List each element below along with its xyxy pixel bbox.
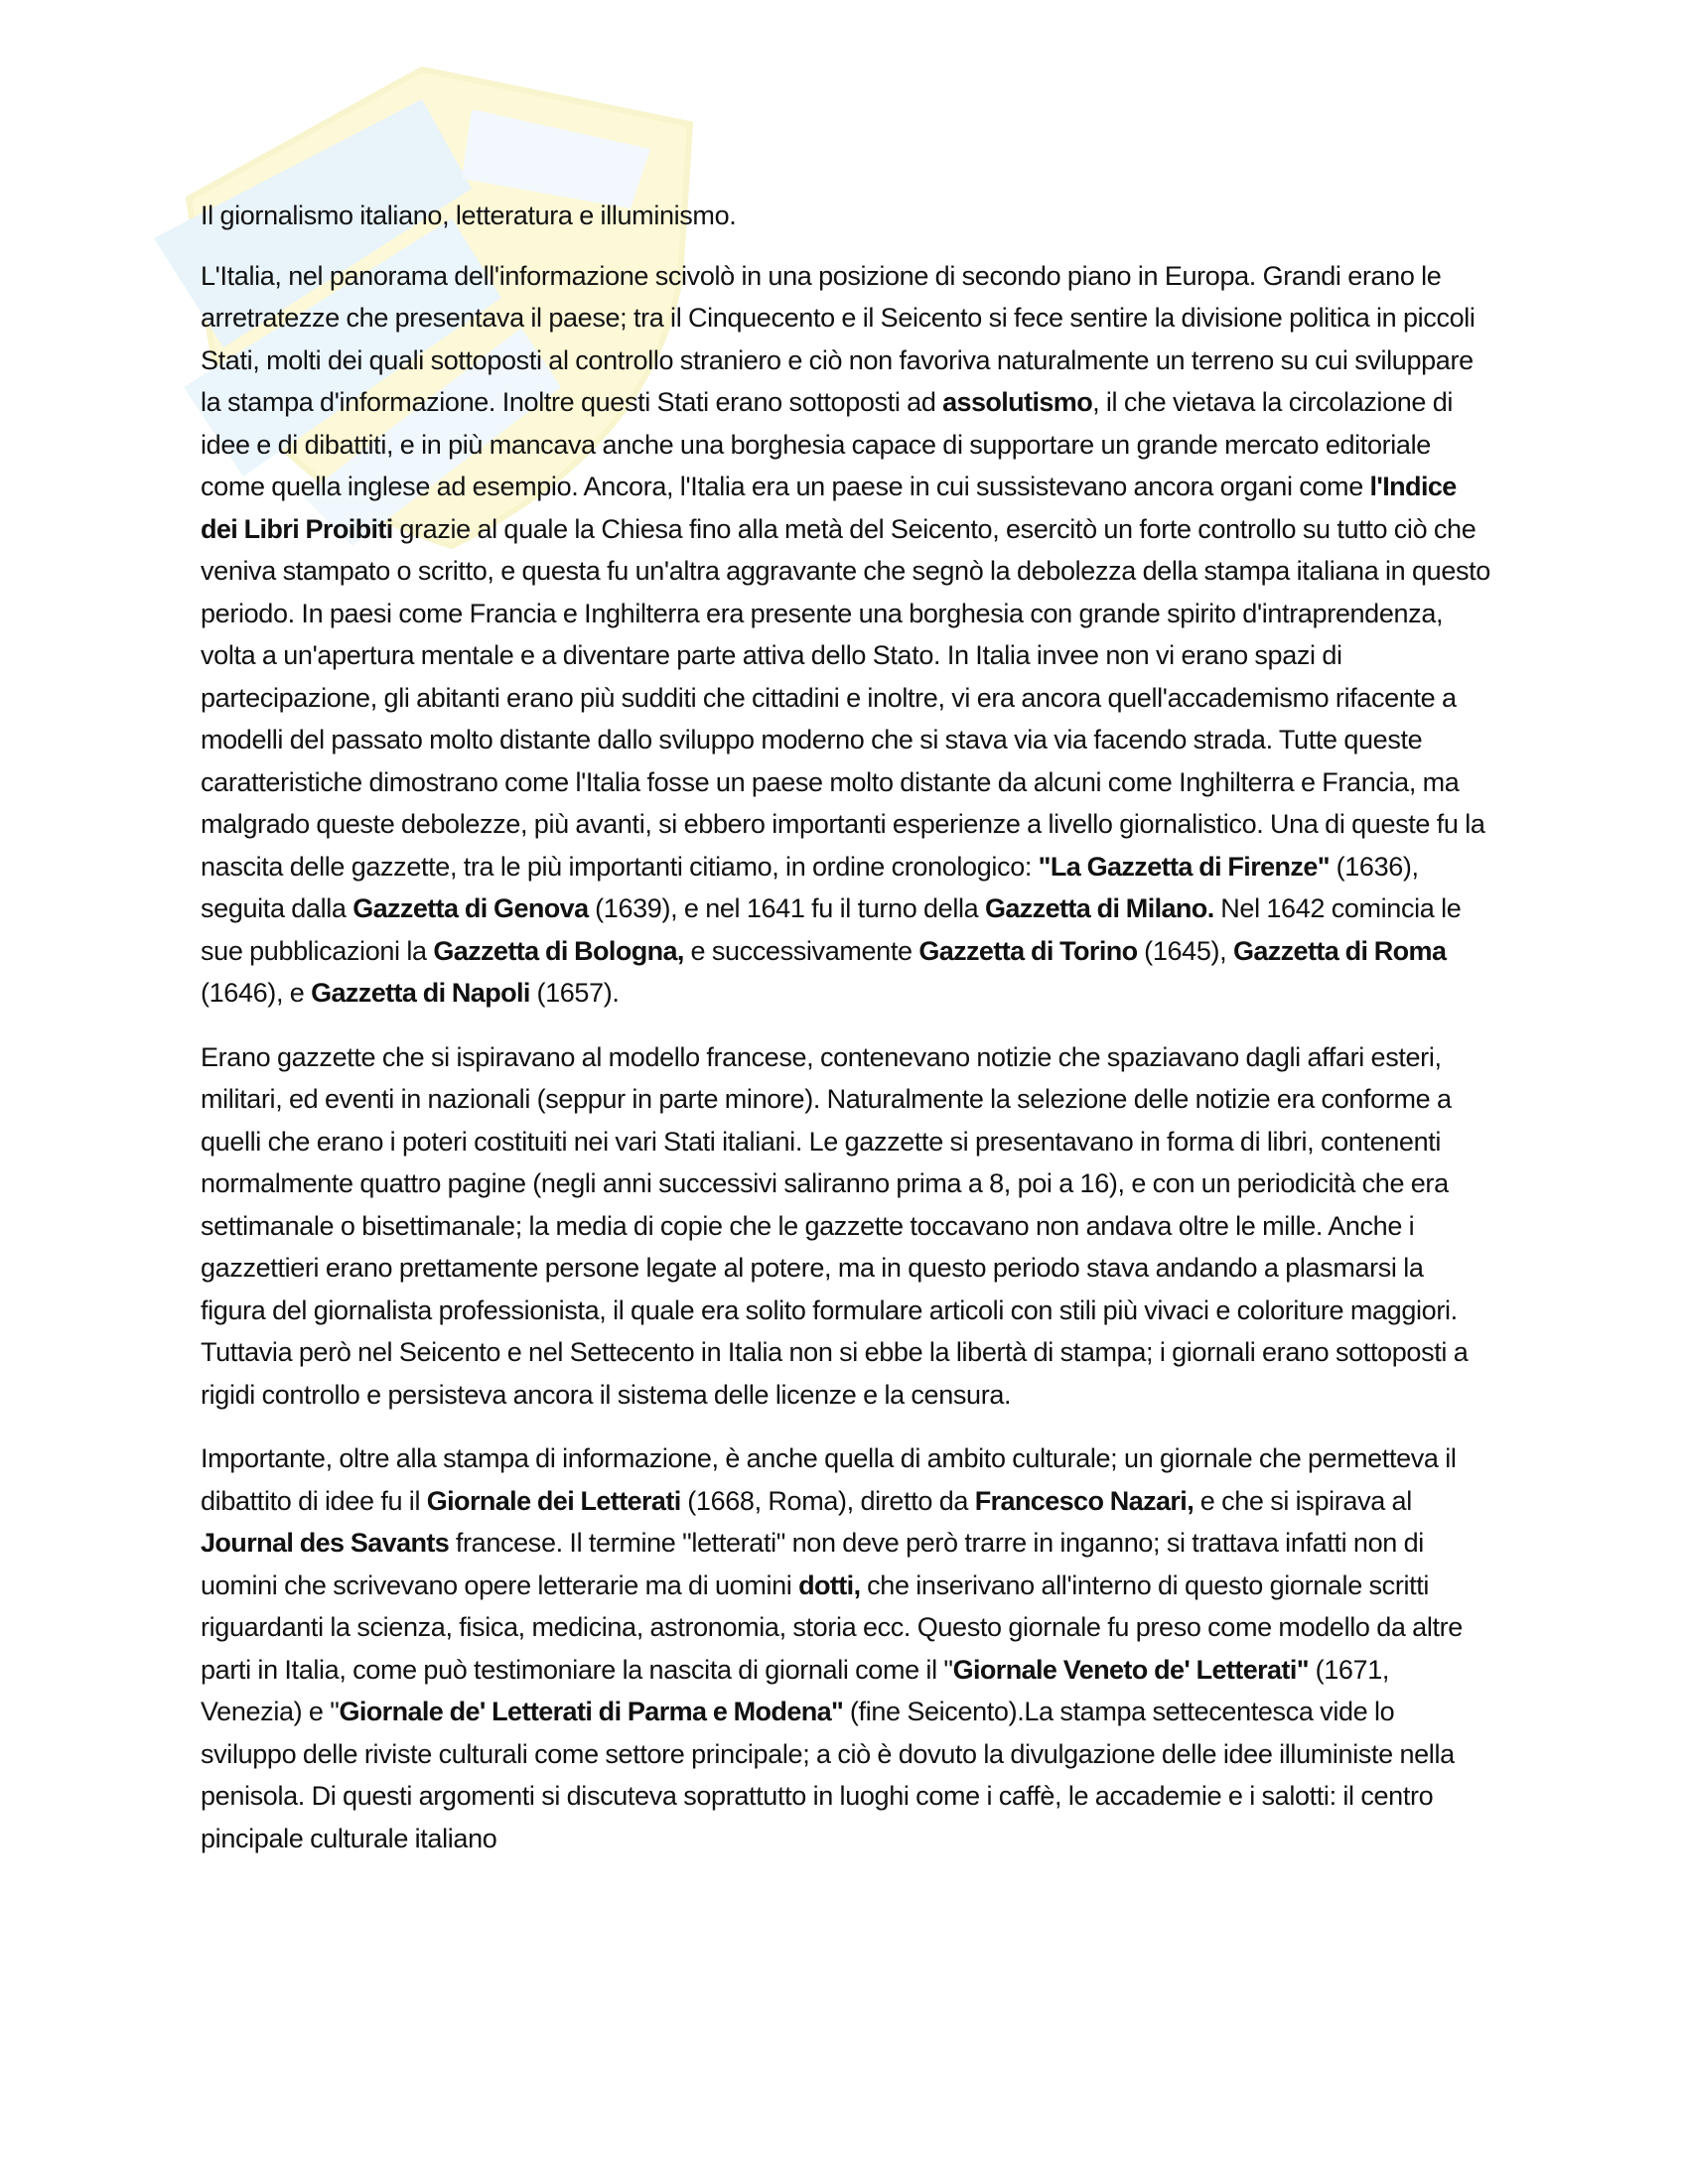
text-run: grazie al quale la Chiesa fino alla metà del Seicento, esercitò un forte controllo su tutto ciò che veniva stampato o scritto, e questa fu un'altra aggravante che segnò la debolezza della stampa italiana in questo periodo. In paesi come Francia e Inghilterra era presente una borghesia con grande spirito d'intraprendenza, volta a un'apertura mentale e a diventare parte attiva dello Stato. In Italia invee non vi erano spazi di partecipazione, gli abitanti erano più sudditi che cittadini e inoltre, vi era ancora quell'accademismo rifacente a modelli del passato molto distante dallo sviluppo moderno che si stava via via facendo strada. Tutte queste caratteristiche dimostrano come l'Italia fosse un paese molto distante da alcuni come Inghilterra e Francia, ma malgrado queste debolezze, più avanti, si ebbero importanti esperienze a livello giornalistico. Una di queste fu la nascita delle gazzette, tra le più importanti citiamo, in ordine cronologico:	[201, 513, 1490, 882]
text-run: , il che vietava la circolazione di idee e di dibattiti, e in più mancava anche una borghesia capace di supportare un grande mercato editoriale come quella inglese ad esempio. Ancora, l'Italia era un paese in cui sussistevano ancora organi come	[201, 387, 1454, 501]
text-run: (1671, Venezia) e "	[201, 1654, 1390, 1726]
text-run: e che si ispirava al	[1194, 1485, 1412, 1516]
text-run: (1646), e	[201, 978, 312, 1008]
bold-text: Gazzetta di Milano.	[984, 893, 1214, 923]
text-run: (1639), e nel 1641 fu il turno della	[588, 893, 985, 923]
text-run: e successivamente	[683, 935, 919, 966]
bold-text: Giornale Veneto de' Letterati"	[952, 1654, 1309, 1685]
text-run: L'Italia, nel panorama dell'informazione scivolò in una posizione di secondo piano in Europa. Grandi erano le arretratezze che presentava il paese; tra il Cinquecento e il Seicento si fece sentire la divisione politica in piccoli Stati, molti dei quali sottoposti al controllo straniero e ciò non favoriva naturalmente un terreno su cui sviluppare la stampa d'informazione. Inoltre questi Stati erano sottoposti ad	[201, 260, 1476, 417]
bold-text: Giornale de' Letterati di Parma e Modena"	[339, 1697, 844, 1726]
text-run: francese. Il termine "letterati" non deve però trarre in inganno; si trattava infatti non di uomini che scrivevano opere letterarie ma di uomini	[201, 1528, 1424, 1600]
document-title: Il giornalismo italiano, letteratura e illuminismo.	[201, 201, 737, 230]
bold-text: Gazzetta di Roma	[1232, 935, 1447, 966]
bold-text: "La Gazzetta di Firenze"	[1038, 851, 1330, 882]
paragraph	[201, 255, 1491, 1015]
bold-text: Giornale dei Letterati	[426, 1485, 681, 1516]
text-run: (1636), seguita dalla	[201, 851, 1419, 923]
bold-text: Gazzetta di Torino	[918, 935, 1138, 966]
text-run: Importante, oltre alla stampa di informazione, è anche quella di ambito culturale; un giornale che permetteva il dibattito di idee fu il	[201, 1443, 1457, 1516]
paragraph	[201, 1437, 1491, 1859]
bold-text: Gazzetta di Genova	[352, 893, 589, 923]
bold-text: l'Indice dei Libri Proibiti	[201, 472, 1457, 544]
bold-text: dotti,	[798, 1570, 861, 1600]
document-page	[201, 195, 1491, 1881]
bold-text: Journal des Savants	[201, 1528, 450, 1558]
bold-text: Francesco Nazari,	[974, 1485, 1195, 1516]
text-run: Erano gazzette che si ispiravano al modello francese, contenevano notizie che spaziavano dagli affari esteri, militari, ed eventi in nazionali (seppur in parte minore). Naturalmente la selezione delle notizie era conforme a quelli che erano i poteri costituiti nei vari Stati italiani. Le gazzette si presentavano in forma di libri, contenenti normalmente quattro pagine (negli anni successivi saliranno prima a 8, poi a 16), e con un periodicità che era settimanale o bisettimanale; la media di copie che le gazzette toccavano non andava oltre le mille. Anche i gazzettieri erano prettamente persone legate al potere, ma in questo periodo stava andando a plasmarsi la figura del giornalista professionista, il quale era solito formulare articoli con stili più vivaci e coloriture maggiori. Tuttavia però nel Seicento e nel Settecento in Italia non si ebbe la libertà di stampa; i giornali erano sottoposti a rigidi controllo e persisteva ancora il sistema delle licenze e la censura.	[201, 1041, 1469, 1410]
text-run: che inserivano all'interno di questo giornale scritti riguardanti la scienza, fisica, medicina, astronomia, storia ecc. Questo giornale fu preso come modello da altre parti in Italia, come può testimoniare la nascita di giornali come il "	[201, 1570, 1463, 1685]
document-body	[201, 255, 1491, 1860]
text-run: (1645),	[1137, 935, 1233, 966]
text-run: (1657).	[529, 978, 620, 1008]
bold-text: assolutismo	[942, 387, 1093, 417]
text-run: (fine Seicento).La stampa settecentesca vide lo sviluppo delle riviste culturali come settore principale; a ciò è dovuto la divulgazione delle idee illuministe nella penisola. Di questi argomenti si discuteva soprattutto in luoghi come i caffè, le accademie e i salotti: il centro pincipale culturale italiano	[201, 1697, 1455, 1853]
bold-text: Gazzetta di Bologna,	[433, 935, 684, 966]
text-run: Nel 1642 comincia le sue pubblicazioni la	[201, 893, 1462, 966]
paragraph	[201, 1036, 1491, 1417]
bold-text: Gazzetta di Napoli	[311, 978, 530, 1008]
text-run: (1668, Roma), diretto da	[680, 1485, 975, 1516]
